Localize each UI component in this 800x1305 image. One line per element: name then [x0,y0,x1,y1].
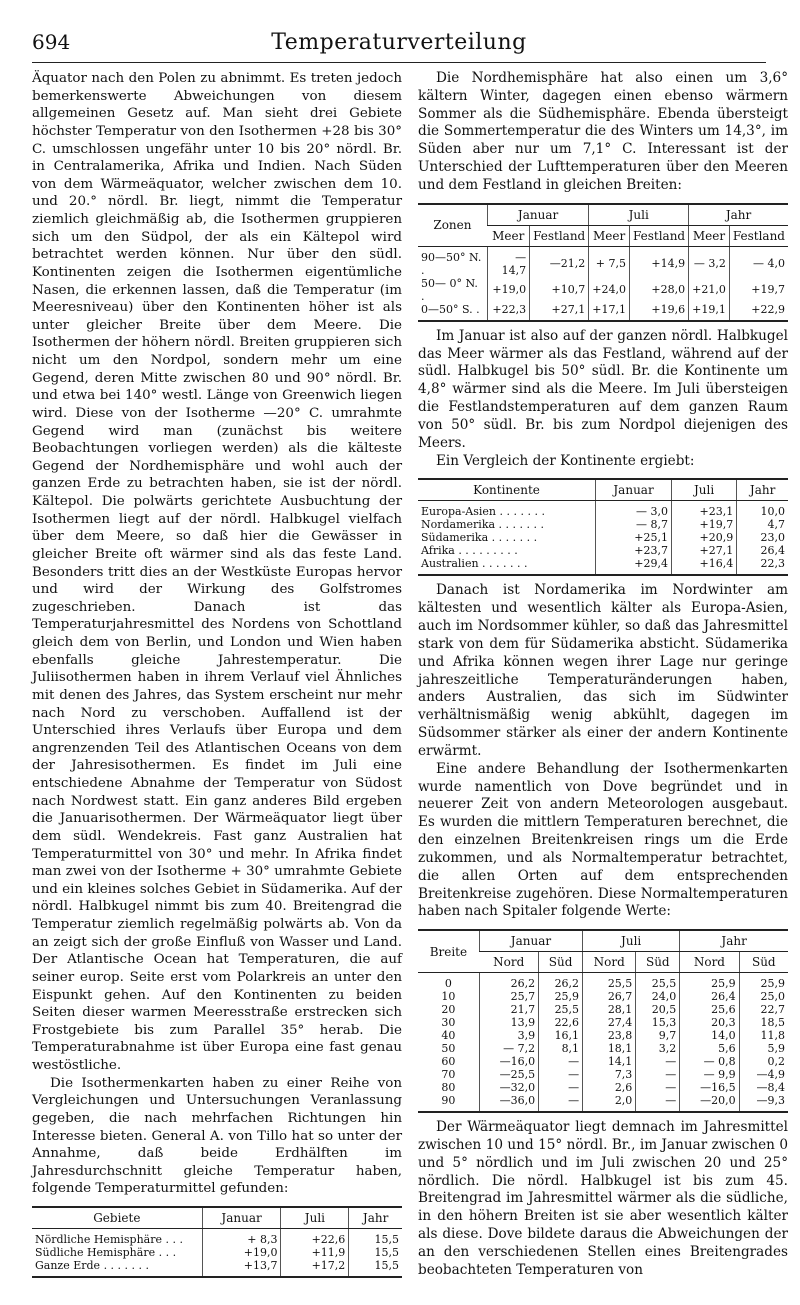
page-title: Temperaturverteilung [271,30,527,55]
table-cell: 14,1 [583,1055,636,1068]
paragraph: Im Januar ist also auf der ganzen nördl. Halbkugel das Meer wärmer als das Festland, während auf der südl. Halbkugel bis 50° südl. Br. die Kontinente um 4,8° wärmer sind als die Meere. Im Juli übersteigen die Festlandstemperaturen auf dem ganzen Raum von 50° südl. Br. bis zum Nordpol diejenigen des Meers. [418,327,788,451]
table-cell: 13,9 [479,1016,538,1029]
table-subheader: Süd [539,952,583,973]
table-cell: 70 [441,1068,456,1082]
table-row [418,1094,788,1112]
table-cell: 26,2 [479,973,538,991]
table-row [32,1246,402,1259]
table-subheader: Festland [629,225,688,246]
table-cell: — 3,2 [689,246,730,277]
right-column [418,70,788,1280]
table-row [418,1029,788,1042]
table-cell: +19,0 [487,277,529,303]
table-cell: +22,3 [487,303,529,321]
table-cell: +19,7 [729,277,788,303]
table-row [418,544,788,557]
table-cell: +19,0 [202,1246,281,1259]
table-cell: 20,3 [680,1016,739,1029]
table-cell: Südliche Hemisphäre . . . [35,1246,177,1259]
table-subheader: Nord [680,952,739,973]
table-cell: 15,5 [349,1246,402,1259]
table-cell: + 8,3 [202,1229,281,1247]
table-header: Juli [583,930,680,952]
left-column [32,70,402,1284]
table-subheader: Nord [479,952,538,973]
table-cell: 15,5 [349,1259,402,1277]
table-cell: 0—50° S. . [421,302,480,316]
table-cell: 22,7 [739,1003,788,1016]
table-cell: —16,0 [479,1055,538,1068]
table-cell: —16,5 [680,1081,739,1094]
table-cell: —14,7 [487,246,529,277]
table-cell: 90—50° N. . [421,250,482,277]
table-cell: 25,9 [739,973,788,991]
table-header: Juli [671,479,736,501]
table-cell: 11,8 [739,1029,788,1042]
table-subheader: Nord [583,952,636,973]
paragraph: Ein Vergleich der Kontinente ergiebt: [436,452,695,469]
table-header: Januar [596,479,672,501]
table-cell: 60 [441,1055,456,1069]
table-cell: —32,0 [479,1081,538,1094]
table-cell: Europa-Asien . . . . . . . [421,505,545,519]
table-row [418,531,788,544]
table-cell: 50— 0° N. . [421,276,478,303]
paragraph: Die Isothermenkarten haben zu einer Reihe von Vergleichungen und Untersuchungen Veranlassung gegeben, die nach mehrfachen Richtungen hin Interesse bieten. General A. von Tillo hat so unter der Annahme, daß beide Erdhälften im Jahresdurchschnitt gleiche Temperatur haben, folgende Temperaturmittel gefunden: [32,1075,402,1197]
paragraph: Der Wärmeäquator liegt demnach im Jahresmittel zwischen 10 und 15° nördl. Br., im Januar zwischen 0 und 5° nördlich und im Juli zwischen 20 und 25° nördlich. Die nördl. Halbkugel ist bis zum 45. Breitengrad im Jahresmittel wärmer als die südliche, in den höhern Breiten ist sie aber wesentlich kälter als diese. Dove bildete daraus die Abweichungen der an den verschiedenen Stellen eines Breitengrades beobachteten Temperaturen von [418,1119,788,1278]
table-row [418,990,788,1003]
table-cell: —9,3 [739,1094,788,1112]
table-cell: 25,5 [583,973,636,991]
table-cell: 9,7 [636,1029,680,1042]
table-cell: 22,6 [539,1016,583,1029]
table-cell: — 7,2 [479,1042,538,1055]
table-row [418,1055,788,1068]
table-cell: —4,9 [739,1068,788,1081]
table-cell: 25,5 [636,973,680,991]
table-cell: +27,1 [530,303,589,321]
table-cell: 23,8 [583,1029,636,1042]
table-cell: —20,0 [680,1094,739,1112]
paragraph: Danach ist Nordamerika im Nordwinter am kältesten und wesentlich kälter als Europa-Asien, auch im Nordsommer kühler, so daß das Jahresmittel stark von dem für Südamerika absticht. Südamerika und Afrika können wegen ihrer Lage nur geringe jahreszeitliche Temperaturänderungen haben, anders Australien, das sich im Südwinter verhältnismäßig wenig abkühlt, dagegen im Südsommer stärker als einer der andern Kontinente erwärmt. [418,582,788,759]
table-subheader: Festland [729,225,788,246]
table-subheader: Festland [530,225,589,246]
table-cell: +22,9 [729,303,788,321]
table-cell: +16,4 [671,557,736,575]
table-cell: 24,0 [636,990,680,1003]
table-header: Zonen [418,204,487,247]
table-cell: 25,6 [680,1003,739,1016]
table-header: Gebiete [32,1207,202,1229]
table-row [418,246,788,277]
page-header [32,30,766,60]
table-cell: 3,9 [479,1029,538,1042]
page-number: 694 [32,30,71,54]
table-header: Januar [487,204,588,226]
table-cell: +24,0 [589,277,630,303]
table-cell: — [636,1081,680,1094]
table-cell: 5,9 [739,1042,788,1055]
table-cell: 20,5 [636,1003,680,1016]
table-cell: — 0,8 [680,1055,739,1068]
table-cell: +27,1 [671,544,736,557]
table-cell: 25,0 [739,990,788,1003]
table-cell: 8,1 [539,1042,583,1055]
table-cell: — 8,7 [596,518,672,531]
table-subheader: Süd [636,952,680,973]
table-cell: +19,1 [689,303,730,321]
table-row [418,518,788,531]
table-cell: 4,7 [737,518,788,531]
table-cell: 0,2 [739,1055,788,1068]
table-cell: +28,0 [629,277,688,303]
table-row [418,501,788,519]
table-row [418,1068,788,1081]
table-cell: 14,0 [680,1029,739,1042]
table-cell: +29,4 [596,557,672,575]
table-subheader: Meer [487,225,529,246]
table-row [418,973,788,991]
table-row [418,1016,788,1029]
table-cell: 25,5 [539,1003,583,1016]
table-cell: 10 [441,990,456,1004]
table-cell: 2,6 [583,1081,636,1094]
table-cell: +11,9 [281,1246,349,1259]
table-header: Breite [418,930,479,973]
table-cell: 0 [444,977,452,991]
table-cell: 90 [441,1094,456,1108]
paragraph: Eine andere Behandlung der Isothermenkarten wurde namentlich von Dove begründet und in neuerer Zeit von andern Meteorologen ausgebaut. Es wurden die mittlern Temperaturen berechnet, die den einzelnen Breitenkreisen rings um die Erde zukommen, und als Normaltemperatur betrachtet, die allen Orten auf dem entsprechenden Breitenkreise zugehören. Diese Normaltemperaturen haben nach Spitaler folgende Werte: [418,760,788,920]
table-cell: 18,1 [583,1042,636,1055]
table-header: Juli [589,204,689,226]
table-header: Januar [202,1207,281,1229]
header-rule [32,62,766,63]
table-cell: +13,7 [202,1259,281,1277]
table-cell: 26,2 [539,973,583,991]
table-cell: 26,4 [680,990,739,1003]
breite-table [418,929,788,1113]
table-cell: — [636,1068,680,1081]
table-header: Jahr [349,1207,402,1229]
table-cell: 21,7 [479,1003,538,1016]
table-cell: 50 [441,1042,456,1056]
table-cell: +22,6 [281,1229,349,1247]
table-row [418,303,788,321]
table-row [418,557,788,575]
table-cell: 7,3 [583,1068,636,1081]
table-cell: +14,9 [629,246,688,277]
table-subheader: Meer [689,225,730,246]
table-cell: +17,2 [281,1259,349,1277]
table-cell: 30 [441,1016,456,1030]
table-cell: 22,3 [737,557,788,575]
table-cell: 18,5 [739,1016,788,1029]
table-cell: 26,7 [583,990,636,1003]
table-cell: +23,7 [596,544,672,557]
table-cell: 16,1 [539,1029,583,1042]
table-cell: — [636,1094,680,1112]
table-cell: —21,2 [530,246,589,277]
table-cell: 20 [441,1003,456,1017]
table-cell: Afrika . . . . . . . . . [421,544,518,558]
table-cell: 10,0 [737,501,788,519]
table-cell: Nordamerika . . . . . . . [421,518,544,532]
table-cell: 80 [441,1081,456,1095]
table-cell: +20,9 [671,531,736,544]
table-row [418,1003,788,1016]
kontinente-table [418,478,788,576]
table-cell: 2,0 [583,1094,636,1112]
table-header: Jahr [689,204,788,226]
table-cell: 27,4 [583,1016,636,1029]
table-cell: 23,0 [737,531,788,544]
table-row [418,277,788,303]
table-cell: — 9,9 [680,1068,739,1081]
table-cell: 25,7 [479,990,538,1003]
table-cell: Ganze Erde . . . . . . . [35,1259,150,1272]
table-cell: Australien . . . . . . . [421,557,528,571]
table-row [32,1259,402,1277]
table-cell: +21,0 [689,277,730,303]
table-cell: — [539,1055,583,1068]
hemisphere-table [32,1206,402,1278]
table-cell: 5,6 [680,1042,739,1055]
table-header: Juli [281,1207,349,1229]
table-cell: — 3,0 [596,501,672,519]
table-subheader: Meer [589,225,630,246]
table-cell: — [539,1094,583,1112]
table-cell: 40 [441,1029,456,1043]
table-subheader: Süd [739,952,788,973]
table-row [32,1229,402,1247]
table-header: Jahr [737,479,788,501]
zonen-table [418,203,788,322]
table-cell: 3,2 [636,1042,680,1055]
table-header: Kontinente [418,479,596,501]
table-cell: 28,1 [583,1003,636,1016]
table-cell: — 4,0 [729,246,788,277]
paragraph: Äquator nach den Polen zu abnimmt. Es treten jedoch bemerkenswerte Abweichungen von diesem allgemeinen Gesetz auf. Man sieht drei Gebiete höchster Temperatur von den Isothermen +28 bis 30° C. umschlossen ungefähr unter 10 bis 20° nördl. Br. in Centralamerika, Afrika und Indien. Nach Süden von dem Wärmeäquator, welcher zwischen dem 10. und 20.° nördl. Br. liegt, nimmt die Temperatur ziemlich gleichmäßig ab, die Isothermen gruppieren sich um den Südpol, der als ein Kältepol wird betrachtet werden können. Nur über den südl. Kontinenten zeigen die Isothermen eigentümliche Nasen, die erkennen lassen, daß die Temperatur (im Meeresniveau) über den Kontinenten höher ist als unter gleicher Breite über dem Meere. Die Isothermen der höhern nördl. Breiten gruppieren sich nicht um den Nordpol, sondern mehr um eine Gegend, deren Mitte zwischen 80 und 90° nördl. Br. und etwa bei 140° westl. Länge von Greenwich liegen wird. Diese von der Isotherme —20° C. umrahmte Gegend wird man (zunächst bis weitere Beobachtungen vorliegen werden) als die kälteste Gegend der Nordhemisphäre und wohl auch der ganzen Erde zu betrachten haben, sie ist der nördl. Kältepol. Die polwärts gerichtete Ausbuchtung der Isothermen liegt auf der nördl. Halbkugel vielfach über dem Meere, so daß hier die Gewässer in gleicher Breite oft wärmer sind als das feste Land. Besonders tritt dies an der Westküste Europas hervor und wird der Wirkung des Golfstromes zugeschrieben. Danach ist das Temperaturjahresmittel des Nordens von Schottland gleich dem von Berlin, und London und Wien haben ebenfalls gleiche Jahrestemperatur. Die Juliisothermen haben in ihrem Verlauf viel Ähnliches mit denen des Jahres, das System erscheint nur mehr nach Nord zu verschoben. Auffallend ist der Unterschied ihres Verlaufs über Europa und dem angrenzenden Teil des Atlantischen Oceans von dem der Jahresisothermen. Es findet im Juli eine entschiedene Abnahme der Temperatur von Südost nach Nordwest statt. Ein ganz anderes Bild ergeben die Januarisothermen. Der Wärmeäquator liegt über dem südl. Wendekreis. Fast ganz Australien hat Temperaturmittel von 30° und mehr. In Afrika findet man zwei von der Isotherme + 30° umrahmte Gebiete und ein kleines solches Gebiet in Südamerika. Auf der nördl. Halbkugel nimmt bis zum 40. Breitengrad die Temperatur ziemlich regelmäßig polwärts ab. Von da an zeigt sich der große Einfluß von Wasser und Land. Der Atlantische Ocean hat Temperaturen, die auf seiner europ. Seite erst vom Polarkreis an unter den Eispunkt gehen. Auf den Kontinenten zu beiden Seiten dieser warmen Meeresstraße erstrecken sich Frostgebiete bis zum Parallel 35° herab. Die Temperaturabnahme ist über Europa eine fast genau westöstliche. [32,71,403,1073]
table-cell: +10,7 [530,277,589,303]
table-cell: +23,1 [671,501,736,519]
table-cell: +17,1 [589,303,630,321]
table-header: Jahr [680,930,788,952]
table-cell: — [539,1081,583,1094]
table-cell: —36,0 [479,1094,538,1112]
table-header: Januar [479,930,582,952]
table-cell: Nördliche Hemisphäre . . . [35,1233,183,1246]
table-cell: —8,4 [739,1081,788,1094]
table-cell: — [539,1068,583,1081]
table-cell: 15,3 [636,1016,680,1029]
table-cell: Südamerika . . . . . . . [421,531,538,545]
paragraph: Die Nordhemisphäre hat also einen um 3,6° kältern Winter, dagegen einen ebenso wärmern Sommer als die Südhemisphäre. Ebenda übersteigt die Sommertemperatur die des Winters um 14,3°, im Süden aber nur um 7,1° C. Interessant ist der Unterschied der Lufttemperaturen über den Meeren und dem Festland in gleichen Breiten: [418,70,788,193]
table-cell: 26,4 [737,544,788,557]
table-row [418,1081,788,1094]
table-row [418,1042,788,1055]
table-cell: — [636,1055,680,1068]
table-cell: 15,5 [349,1229,402,1247]
table-cell: + 7,5 [589,246,630,277]
table-cell: +25,1 [596,531,672,544]
table-cell: 25,9 [539,990,583,1003]
table-cell: +19,7 [671,518,736,531]
table-cell: —25,5 [479,1068,538,1081]
table-cell: 25,9 [680,973,739,991]
table-cell: +19,6 [629,303,688,321]
